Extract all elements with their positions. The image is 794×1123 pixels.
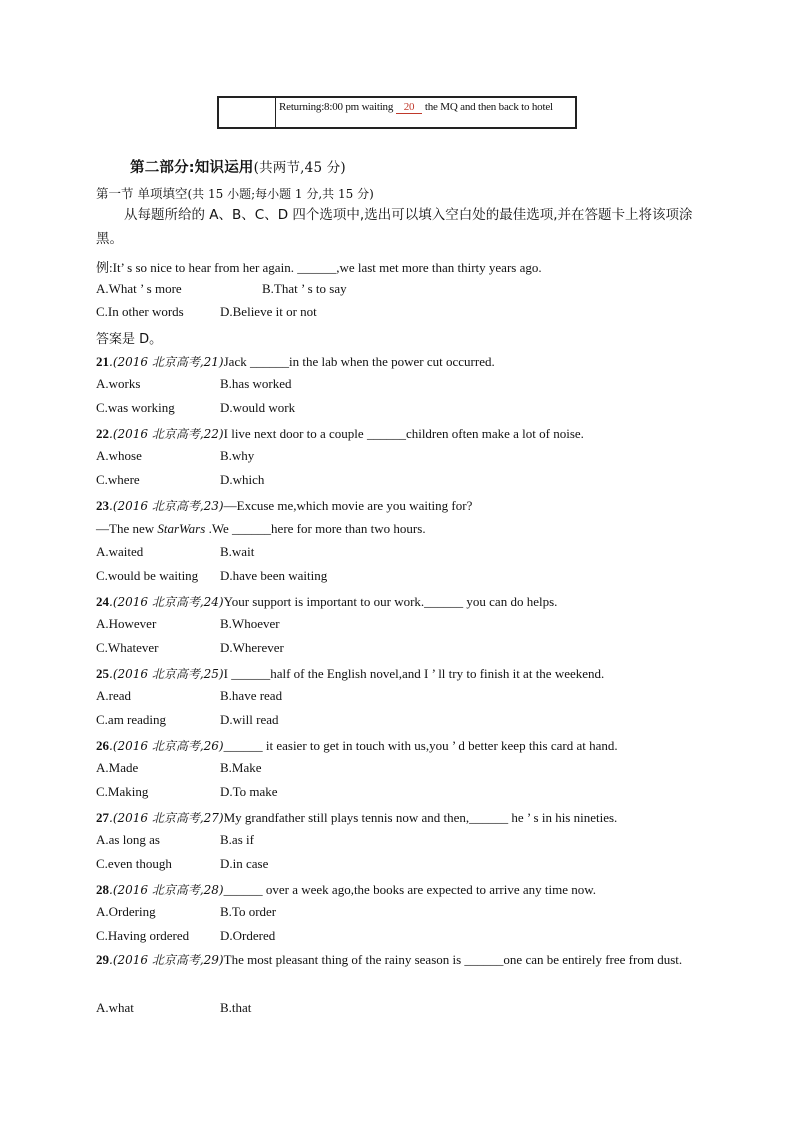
q25-option-d: D.will read [220, 712, 279, 727]
question-29 [96, 948, 696, 972]
section-title [130, 156, 346, 177]
section-title-text: 第二部分:知识运用 [130, 160, 254, 176]
q25-option-c: C.am reading [96, 712, 167, 727]
subsection-title-paren: (共 15 小题;每小题 1 分,共 15 分) [187, 187, 374, 201]
q21-option-b: B.has worked [220, 376, 292, 391]
question-28 [96, 881, 596, 898]
question-stem: —Excuse me,which movie are you waiting for? [223, 498, 473, 513]
q26-option-d: D.To make [220, 784, 278, 799]
reply-text-after: .We ______here for more than two hours. [205, 521, 426, 536]
question-21 [96, 353, 495, 370]
q24-option-d: D.Wherever [220, 640, 284, 655]
example-answer: 答案是 D。 [96, 332, 163, 347]
question-22 [96, 425, 584, 442]
question-stem: Your support is important to our work.______ you can do helps. [223, 594, 558, 609]
q21-option-c: C.was working [96, 400, 175, 415]
example-option-d: D.Believe it or not [220, 304, 317, 319]
question-number: 22 [96, 426, 109, 441]
q27-option-a: A.as long as [96, 832, 160, 847]
answer-blank-20: 20 [396, 101, 423, 114]
question-stem: I ______half of the English novel,and I ’ ll try to finish it at the weekend. [223, 666, 605, 681]
question-stem: The most pleasant thing of the rainy season is ______one can be entirely free from dust. [223, 952, 683, 967]
question-25 [96, 665, 604, 682]
q22-option-a: A.whose [96, 448, 142, 463]
question-number: 25 [96, 666, 109, 681]
reply-text: —The new [96, 521, 158, 536]
instructions-text: 从每题所给的 A、B、C、D 四个选项中,选出可以填入空白处的最佳选项,并在答题卡上将该项涂黑。 [96, 207, 693, 247]
example-option-c: C.In other words [96, 304, 184, 319]
question-24 [96, 593, 557, 610]
question-source: .(2016 北京高考,29) [109, 953, 224, 967]
table-cell-text-after: the MQ and then back to hotel [422, 101, 553, 113]
q23-option-d: D.have been waiting [220, 568, 328, 583]
question-number: 23 [96, 498, 109, 513]
q21-option-a: A.works [96, 376, 141, 391]
q27-option-b: B.as if [220, 832, 254, 847]
q25-option-a: A.read [96, 688, 132, 703]
question-number: 27 [96, 810, 109, 825]
question-source: .(2016 北京高考,26) [109, 739, 224, 753]
question-26 [96, 737, 618, 754]
q21-option-d: D.would work [220, 400, 296, 415]
q24-option-a: A.However [96, 616, 157, 631]
q29-option-a: A.what [96, 1000, 134, 1015]
question-stem: ______ it easier to get in touch with us,you ’ d better keep this card at hand. [223, 738, 618, 753]
question-number: 26 [96, 738, 109, 753]
question-number: 28 [96, 882, 109, 897]
schedule-table-fragment [217, 96, 577, 129]
table-column-divider [275, 98, 276, 127]
question-source: .(2016 北京高考,28) [109, 883, 224, 897]
question-source: .(2016 北京高考,25) [109, 667, 224, 681]
question-source: .(2016 北京高考,27) [109, 811, 224, 825]
subsection-title [96, 184, 374, 202]
section-title-paren: (共两节,45 分) [253, 160, 346, 176]
q29-option-b: B.that [220, 1000, 252, 1015]
q25-option-b: B.have read [220, 688, 283, 703]
question-source: .(2016 北京高考,21) [109, 355, 224, 369]
question-stem: Jack ______in the lab when the power cut occurred. [223, 354, 495, 369]
question-source: .(2016 北京高考,22) [109, 427, 224, 441]
question-stem: My grandfather still plays tennis now and then,______ he ’ s in his nineties. [223, 810, 618, 825]
q22-option-d: D.which [220, 472, 265, 487]
example-stem: 例:It’ s so nice to hear from her again. ______,we last met more than thirty years ago. [96, 260, 542, 275]
q23-option-a: A.waited [96, 544, 144, 559]
q28-option-c: C.Having ordered [96, 928, 190, 943]
q24-option-b: B.Whoever [220, 616, 280, 631]
q26-option-c: C.Making [96, 784, 149, 799]
question-number: 21 [96, 354, 109, 369]
q26-option-b: B.Make [220, 760, 262, 775]
q24-option-c: C.Whatever [96, 640, 159, 655]
table-cell-returning [279, 100, 575, 115]
question-source: .(2016 北京高考,23) [109, 499, 224, 513]
question-number: 24 [96, 594, 109, 609]
example-option-a: A.What ’ s more [96, 281, 182, 296]
q28-option-a: A.Ordering [96, 904, 156, 919]
q28-option-d: D.Ordered [220, 928, 276, 943]
example-option-b: B.That ’ s to say [262, 281, 347, 296]
q28-option-b: B.To order [220, 904, 277, 919]
q27-option-c: C.even though [96, 856, 172, 871]
question-number: 29 [96, 952, 109, 967]
q26-option-a: A.Made [96, 760, 139, 775]
subsection-title-text: 第一节 单项填空 [96, 186, 188, 201]
q22-option-c: C.where [96, 472, 140, 487]
movie-title: StarWars [157, 521, 206, 536]
table-cell-text: Returning:8:00 pm waiting [279, 101, 396, 113]
q27-option-d: D.in case [220, 856, 269, 871]
q22-option-b: B.why [220, 448, 255, 463]
question-23 [96, 497, 472, 514]
question-27 [96, 809, 617, 826]
question-stem: I live next door to a couple ______children often make a lot of noise. [223, 426, 584, 441]
question-source: .(2016 北京高考,24) [109, 595, 224, 609]
q23-option-c: C.would be waiting [96, 568, 199, 583]
question-23-reply [96, 521, 426, 537]
question-stem: ______ over a week ago,the books are expected to arrive any time now. [223, 882, 597, 897]
q23-option-b: B.wait [220, 544, 255, 559]
instructions [96, 203, 706, 251]
